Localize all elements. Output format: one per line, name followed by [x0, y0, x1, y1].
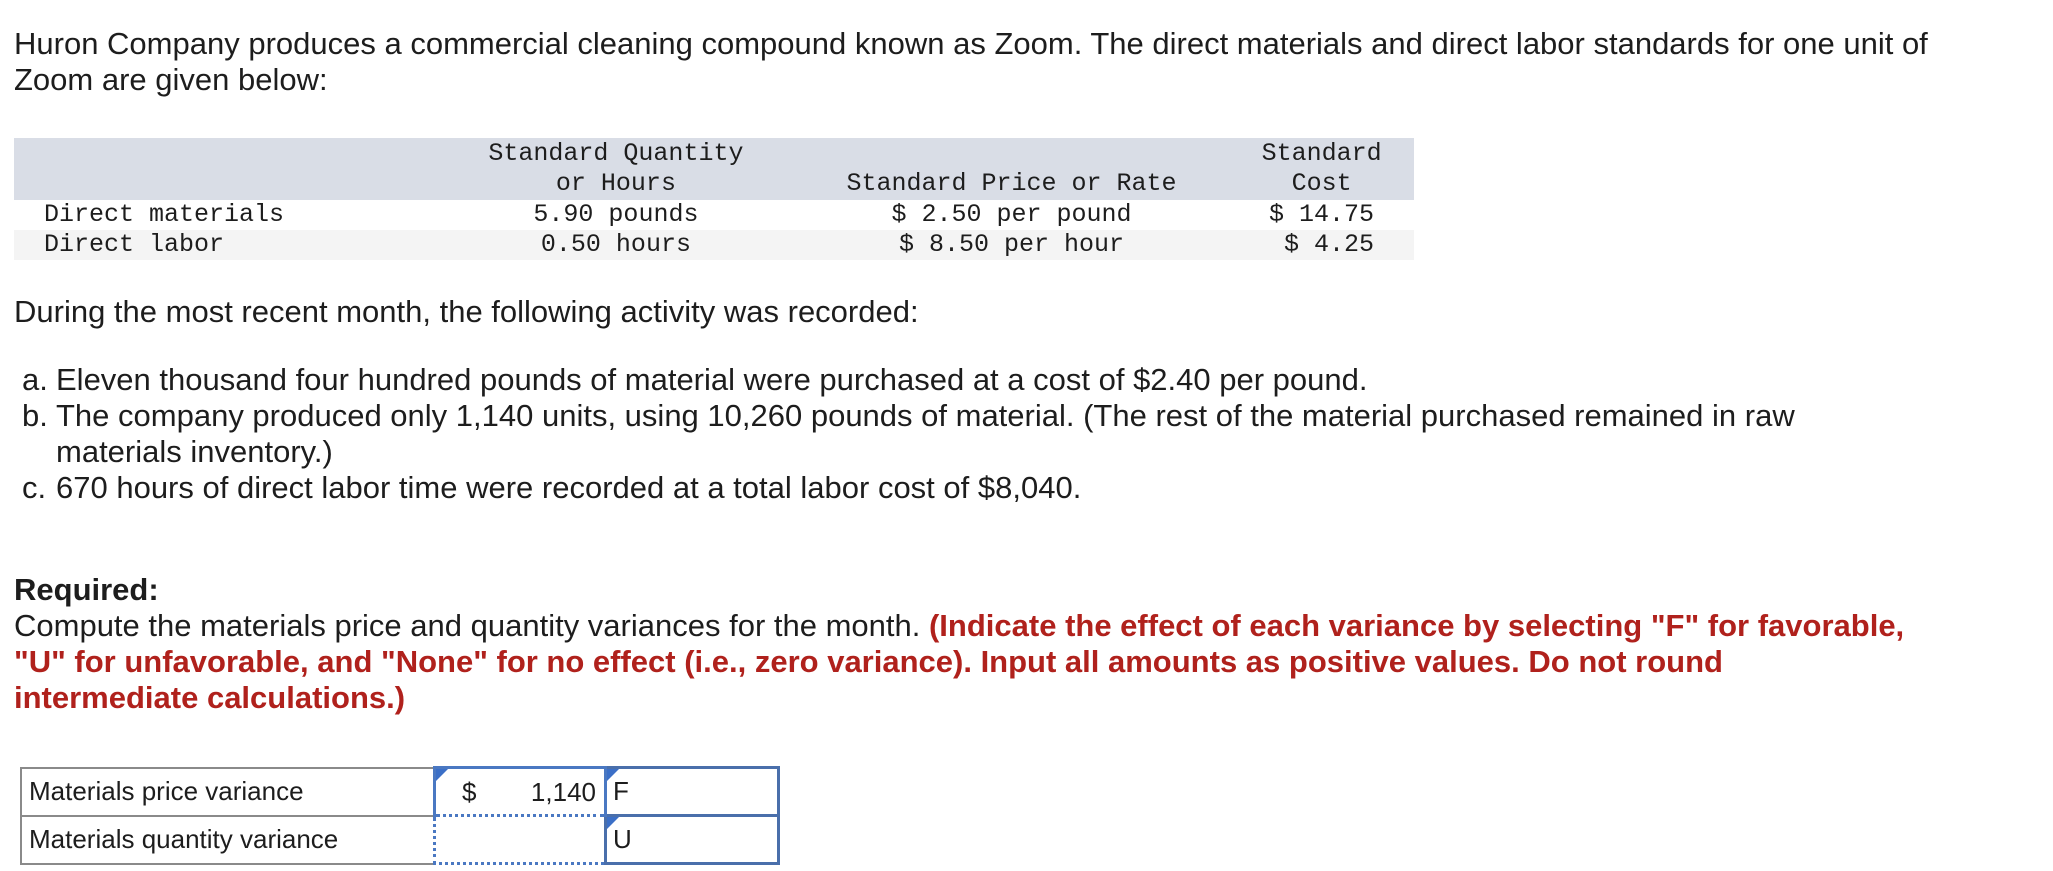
row-label: Direct materials	[44, 200, 285, 229]
row-cost: $ 4.25	[1229, 230, 1414, 260]
answer-row-price-variance	[21, 768, 779, 816]
problem-intro: Huron Company produces a commercial cleaning compound known as Zoom. The direct materials and direct labor standards for one unit of Zoom are given below:	[14, 26, 1928, 97]
row-qty: 5.90 pounds	[533, 200, 699, 229]
list-marker: c.	[22, 470, 47, 505]
header-standard-quantity	[438, 138, 794, 200]
activity-list	[22, 362, 1902, 506]
list-marker: a.	[22, 362, 48, 397]
header-qty-line1: Standard Quantity	[488, 139, 744, 168]
header-standard-price: Standard Price or Rate	[794, 138, 1230, 200]
list-text: 670 hours of direct labor time were recorded at a total labor cost of $8,040.	[56, 470, 1082, 505]
quantity-variance-amount-input[interactable]	[435, 816, 606, 864]
standards-header-row	[14, 138, 1414, 200]
list-item	[22, 362, 1902, 398]
cell-corner-marker	[436, 769, 448, 781]
cell-corner-marker	[607, 817, 619, 829]
table-row-direct-labor	[14, 230, 1414, 260]
header-standard-cost	[1229, 138, 1414, 200]
quantity-variance-effect-select[interactable]	[606, 816, 779, 864]
list-text: The company produced only 1,140 units, using 10,260 pounds of material. (The rest of the material purchased remained in raw materials inventory.)	[56, 398, 1795, 469]
activity-intro: During the most recent month, the following activity was recorded:	[14, 294, 919, 329]
answer-label: Materials quantity variance	[21, 816, 435, 864]
row-price: $ 8.50 per hour	[794, 230, 1230, 260]
list-marker: b.	[22, 398, 48, 433]
row-label: Direct labor	[14, 230, 438, 260]
header-cost-line1: Standard	[1261, 139, 1382, 168]
row-price: $ 2.50 per pound	[891, 200, 1132, 229]
header-blank	[14, 138, 438, 200]
row-cost: $ 14.75	[1268, 200, 1374, 229]
list-text: Eleven thousand four hundred pounds of material were purchased at a cost of $2.40 per pound.	[56, 362, 1368, 397]
list-item	[22, 470, 1902, 506]
row-qty: 0.50 hours	[438, 230, 794, 260]
price-variance-amount-input[interactable]	[435, 768, 606, 816]
cell-corner-marker	[607, 769, 619, 781]
required-title: Required:	[14, 572, 159, 607]
required-text: Compute the materials price and quantity variances for the month.	[14, 608, 921, 643]
amount-value: 1,140	[530, 777, 596, 807]
effect-value: U	[613, 824, 632, 854]
price-variance-effect-select[interactable]	[606, 768, 779, 816]
required-section	[14, 572, 1914, 716]
currency-symbol: $	[462, 777, 477, 807]
answer-row-quantity-variance	[21, 816, 779, 864]
answer-label: Materials price variance	[21, 768, 435, 816]
header-qty-line2: or Hours	[555, 169, 676, 198]
list-item	[22, 398, 1902, 470]
standards-table	[14, 138, 1414, 260]
problem-page	[14, 26, 2034, 854]
effect-value: F	[613, 776, 629, 806]
header-cost-line2: Cost	[1291, 169, 1352, 198]
answer-table	[20, 766, 780, 865]
table-row-direct-materials	[14, 200, 1414, 230]
required-instruction: (Indicate the effect of each variance by selecting "F" for favorable, "U" for unfavorable, and "None" for no effect (i.e., zero variance). Input all amounts as positive values. Do not round intermediate calculations.)	[14, 608, 1905, 715]
